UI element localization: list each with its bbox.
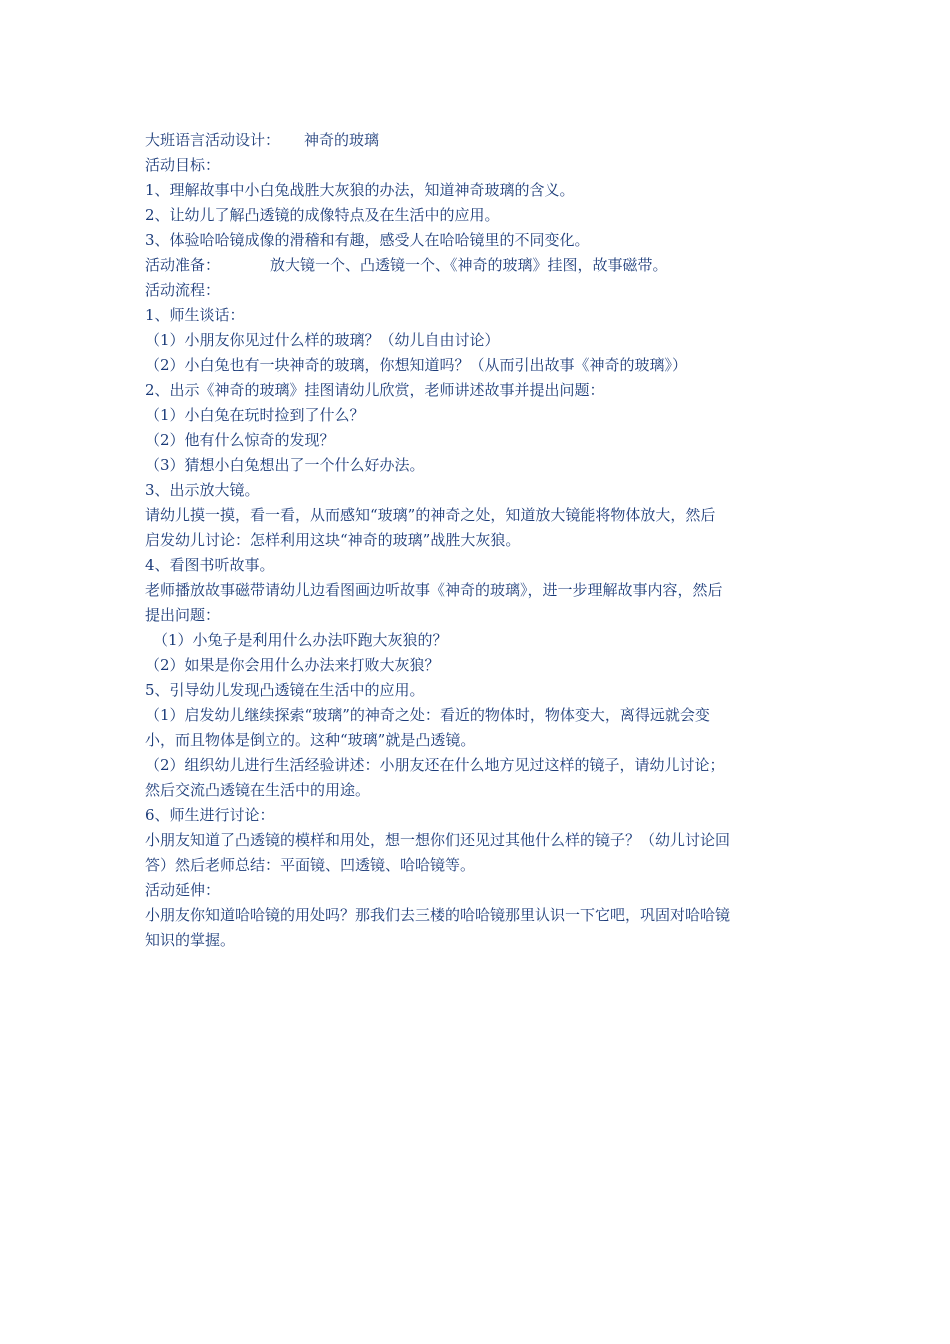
paragraph-line: 答）然后老师总结：平面镜、凹透镜、哈哈镜等。 xyxy=(145,856,476,874)
preparation-text: 放大镜一个、凸透镜一个、《神奇的玻璃》挂图，故事磁带。 xyxy=(270,256,668,274)
goal-item: 1、理解故事中小白兔战胜大灰狼的办法，知道神奇玻璃的含义。 xyxy=(145,181,575,199)
step-item: （2）如果是你会用什么办法来打败大灰狼？ xyxy=(145,656,440,674)
paragraph-line: 小，而且物体是倒立的。这种“玻璃”就是凸透镜。 xyxy=(145,731,476,749)
goal-item: 2、让幼儿了解凸透镜的成像特点及在生活中的应用。 xyxy=(145,206,500,224)
preparation-line xyxy=(145,253,807,278)
paragraph-line: 小朋友知道了凸透镜的模样和用处，想一想你们还见过其他什么样的镜子？（幼儿讨论回 xyxy=(145,831,731,849)
paragraph-line: 然后交流凸透镜在生活中的用途。 xyxy=(145,781,371,799)
paragraph-line: （2）组织幼儿进行生活经验讲述：小朋友还在什么地方见过这样的镜子，请幼儿讨论； xyxy=(145,756,725,774)
step-item: （3）猜想小白兔想出了一个什么好办法。 xyxy=(145,456,425,474)
document-title xyxy=(145,128,807,153)
step-heading: 3、出示放大镜。 xyxy=(145,481,260,499)
paragraph-line: 请幼儿摸一摸，看一看，从而感知“玻璃”的神奇之处，知道放大镜能将物体放大，然后 xyxy=(145,506,716,524)
step-item: （1）小白兔在玩时捡到了什么？ xyxy=(145,406,365,424)
step-heading: 2、出示《神奇的玻璃》挂图请幼儿欣赏，老师讲述故事并提出问题： xyxy=(145,381,605,399)
extension-heading: 活动延伸： xyxy=(145,881,221,899)
step-item: （2）小白兔也有一块神奇的玻璃，你想知道吗？（从而引出故事《神奇的玻璃》） xyxy=(145,356,688,374)
title-label: 大班语言活动设计： xyxy=(145,131,281,149)
title-name: 神奇的玻璃 xyxy=(304,131,380,149)
paragraph-line: 老师播放故事磁带请幼儿边看图画边听故事《神奇的玻璃》，进一步理解故事内容，然后 xyxy=(145,581,723,599)
goal-item: 3、体验哈哈镜成像的滑稽和有趣，感受人在哈哈镜里的不同变化。 xyxy=(145,231,590,249)
process-heading: 活动流程： xyxy=(145,281,221,299)
step-item: （1）小兔子是利用什么办法吓跑大灰狼的？ xyxy=(153,631,448,649)
step-item: （1）小朋友你见过什么样的玻璃？（幼儿自由讨论） xyxy=(145,331,500,349)
paragraph-line: 提出问题： xyxy=(145,606,221,624)
step-heading: 1、师生谈话： xyxy=(145,306,245,324)
step-item: （2）他有什么惊奇的发现？ xyxy=(145,431,335,449)
paragraph-line: 知识的掌握。 xyxy=(145,931,236,949)
step-heading: 5、引导幼儿发现凸透镜在生活中的应用。 xyxy=(145,681,425,699)
document-page xyxy=(145,128,807,953)
paragraph-line: （1）启发幼儿继续探索“玻璃”的神奇之处：看近的物体时，物体变大，离得远就会变 xyxy=(145,706,710,724)
paragraph-line: 启发幼儿讨论：怎样利用这块“神奇的玻璃”战胜大灰狼。 xyxy=(145,531,521,549)
paragraph-line: 小朋友你知道哈哈镜的用处吗？那我们去三楼的哈哈镜那里认识一下它吧，巩固对哈哈镜 xyxy=(145,906,731,924)
goal-heading: 活动目标： xyxy=(145,156,221,174)
step-heading: 6、师生进行讨论： xyxy=(145,806,275,824)
step-heading: 4、看图书听故事。 xyxy=(145,556,275,574)
preparation-label: 活动准备： xyxy=(145,256,221,274)
